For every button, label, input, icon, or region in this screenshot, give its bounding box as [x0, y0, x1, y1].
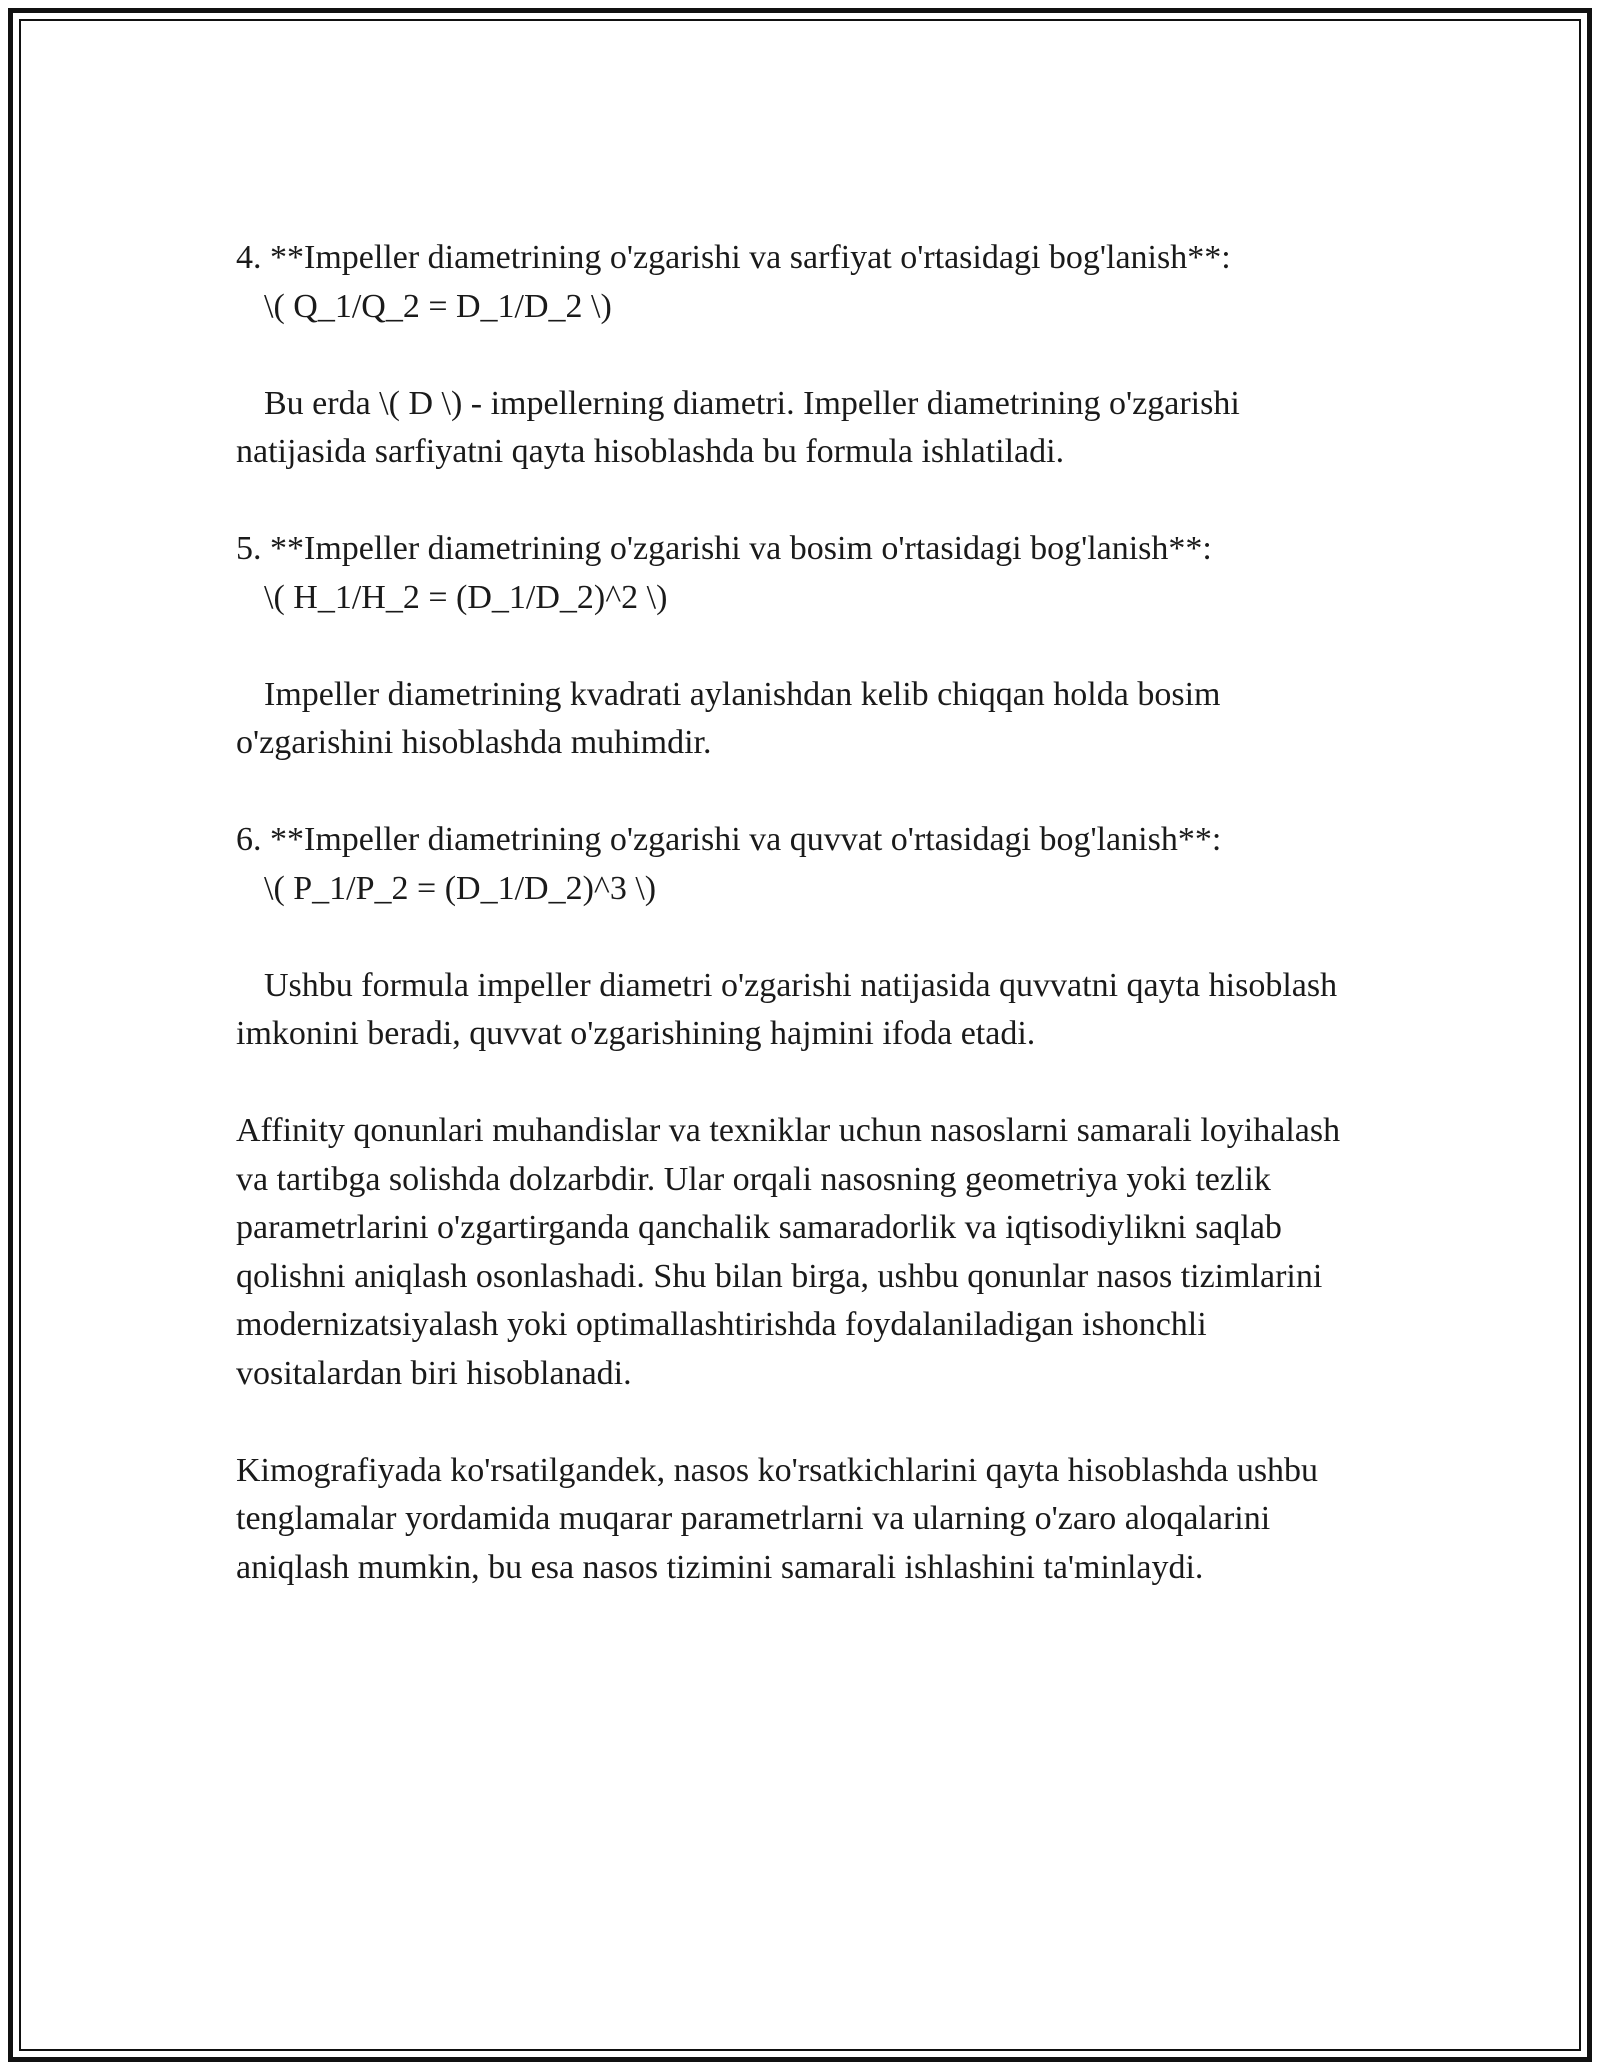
section-heading: 6. **Impeller diametrining o'zgarishi va quvvat o'rtasidagi bog'lanish**: [236, 821, 1222, 858]
section-5-explanation-block [236, 671, 1376, 768]
body-paragraph: Affinity qonunlari muhandislar va texniklar uchun nasoslarni samarali loyihalash va tartibga solishda dolzarbdir. Ular orqali nasosning geometriya yoki tezlik parametrlarini o'zgartirganda qanchalik samaradorlik va iqtisodiylikni saqlab qolishni aniqlash osonlashadi. Shu bilan birga, ushbu qonunlar nasos tizimlarini modernizatsiyalash yoki optimallashtirishda foydalaniladigan ishonchli vositalardan biri hisoblanadi. [236, 1112, 1341, 1392]
section-6-explanation-block [236, 962, 1376, 1059]
formula: \( P_1/P_2 = (D_1/D_2)^3 \) [264, 869, 657, 907]
section-heading: 4. **Impeller diametrining o'zgarishi va sarfiyat o'rtasidagi bog'lanish**: [236, 239, 1231, 276]
section-heading: 5. **Impeller diametrining o'zgarishi va bosim o'rtasidagi bog'lanish**: [236, 530, 1212, 567]
section-4 [236, 234, 1376, 331]
section-5 [236, 525, 1376, 622]
paragraph-kimografiya [236, 1447, 1376, 1593]
formula: \( Q_1/Q_2 = D_1/D_2 \) [264, 287, 612, 325]
paragraph-affinity [236, 1107, 1376, 1398]
document-body [236, 234, 1376, 1641]
body-paragraph: Kimografiyada ko'rsatilgandek, nasos ko'rsatkichlarini qayta hisoblashda ushbu tenglamalar yordamida muqarar parametrlarni va ularning o'zaro aloqalarini aniqlash mumkin, bu esa nasos tizimini samarali ishlashini ta'minlaydi. [236, 1451, 1319, 1586]
formula: \( H_1/H_2 = (D_1/D_2)^2 \) [264, 578, 668, 616]
section-4-explanation-block [236, 380, 1376, 477]
section-6 [236, 816, 1376, 913]
section-explanation: Impeller diametrining kvadrati aylanishdan kelib chiqqan holda bosim o'zgarishini hisoblashda muhimdir. [236, 675, 1221, 761]
section-explanation: Ushbu formula impeller diametri o'zgarishi natijasida quvvatni qayta hisoblash imkonini beradi, quvvat o'zgarishining hajmini ifoda etadi. [236, 966, 1338, 1052]
section-explanation: Bu erda \( D \) - impellerning diametri. Impeller diametrining o'zgarishi natijasida sarfiyatni qayta hisoblashda bu formula ishlatiladi. [236, 384, 1240, 470]
